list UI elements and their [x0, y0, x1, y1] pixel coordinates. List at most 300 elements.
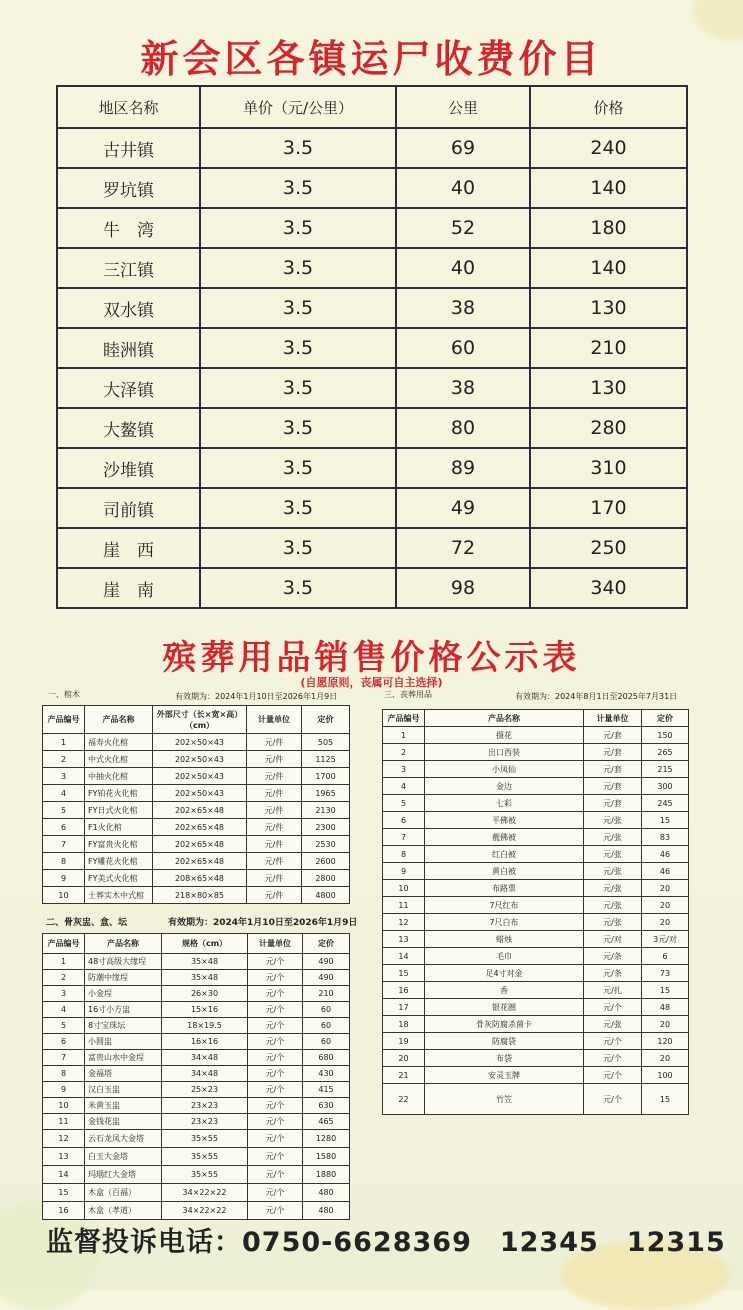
table-row: [383, 727, 689, 744]
table-cell: 1580: [303, 1148, 350, 1166]
table-row: [383, 863, 689, 880]
table-cell: 3.5: [200, 488, 396, 528]
table-cell: 平佛被: [425, 812, 584, 829]
table-cell: 3: [43, 986, 85, 1002]
table-cell: 80: [396, 408, 530, 448]
table-row: [43, 1166, 350, 1184]
table-row: [43, 1130, 350, 1148]
table-cell: 240: [530, 128, 687, 168]
transport-table-header: 单价（元/公里）: [200, 86, 396, 128]
table-cell: 5: [43, 1018, 85, 1034]
table-cell: 出口西装: [425, 744, 584, 761]
table-cell: 60: [396, 328, 530, 368]
table-cell: 元/张: [584, 914, 642, 931]
table-row: [43, 1066, 350, 1082]
table-cell: 元/套: [584, 727, 642, 744]
table-cell: 35×55: [162, 1148, 248, 1166]
table-cell: 202×50×43: [153, 768, 247, 785]
table-cell: 3.5: [200, 528, 396, 568]
table-cell: 202×65×48: [153, 853, 247, 870]
table-cell: 2: [43, 751, 85, 768]
table-cell: 元/个: [248, 1148, 303, 1166]
table-cell: 40: [396, 168, 530, 208]
table-cell: 元/件: [247, 802, 302, 819]
table-cell: 1: [383, 727, 425, 744]
table-cell: 元/张: [584, 1016, 642, 1033]
table-cell: 18: [383, 1016, 425, 1033]
table-cell: 元/个: [248, 1098, 303, 1114]
table-cell: 16×16: [162, 1034, 248, 1050]
table-cell: 8寸宝珠坛: [85, 1018, 162, 1034]
funeral-items-table: [382, 709, 689, 1115]
table-cell: 9: [383, 863, 425, 880]
coffins-label: 一、棺木: [48, 690, 80, 699]
table-cell: 60: [303, 1002, 350, 1018]
table-row: [383, 931, 689, 948]
table-cell: 7尺白布: [425, 914, 584, 931]
table-cell: 元/个: [584, 1050, 642, 1067]
table-cell: 富贵山水中金埕: [85, 1050, 162, 1066]
table-row: [43, 1034, 350, 1050]
table-cell: 202×65×48: [153, 836, 247, 853]
table-cell: 大鳌镇: [57, 408, 200, 448]
table-cell: 3: [43, 768, 85, 785]
table-cell: 15: [383, 965, 425, 982]
hotline-label: 监督投诉电话：: [46, 1227, 242, 1258]
table-cell: 12: [383, 914, 425, 931]
table-cell: 34×22×22: [162, 1202, 248, 1220]
funeral-items-header: 产品名称: [425, 710, 584, 727]
coffins-header: 定价: [302, 706, 350, 734]
table-cell: FY雕花火化棺: [85, 853, 153, 870]
table-cell: 9: [43, 1082, 85, 1098]
table-cell: 元/对: [584, 931, 642, 948]
table-cell: 34×22×22: [162, 1184, 248, 1202]
table-cell: 元/个: [248, 1002, 303, 1018]
table-cell: 蜡烛: [425, 931, 584, 948]
table-cell: 415: [303, 1082, 350, 1098]
table-row: [383, 1016, 689, 1033]
table-row: [57, 328, 687, 368]
table-cell: 34×48: [162, 1066, 248, 1082]
funeral-items-header: 定价: [642, 710, 689, 727]
table-cell: 土葬实木中式棺: [85, 887, 153, 904]
table-cell: 38: [396, 288, 530, 328]
table-cell: 三江镇: [57, 248, 200, 288]
table-cell: 490: [303, 954, 350, 970]
table-cell: 5: [383, 795, 425, 812]
table-cell: 8: [43, 1066, 85, 1082]
table-row: [43, 734, 350, 751]
table-cell: 6: [43, 819, 85, 836]
table-cell: 2600: [302, 853, 350, 870]
table-row: [57, 168, 687, 208]
table-row: [383, 948, 689, 965]
table-cell: 35×55: [162, 1130, 248, 1148]
table-cell: F1火化棺: [85, 819, 153, 836]
table-cell: 3.5: [200, 448, 396, 488]
table-cell: 睦洲镇: [57, 328, 200, 368]
table-cell: 元/条: [584, 948, 642, 965]
table-cell: 白玉大金塔: [85, 1148, 162, 1166]
table-cell: 60: [303, 1018, 350, 1034]
table-row: [57, 288, 687, 328]
table-cell: 安灵玉牌: [425, 1067, 584, 1084]
table-cell: 防腐袋: [425, 1033, 584, 1050]
table-row: [57, 128, 687, 168]
table-row: [43, 1202, 350, 1220]
table-cell: 布路票: [425, 880, 584, 897]
table-cell: 3.5: [200, 168, 396, 208]
table-cell: 210: [530, 328, 687, 368]
table-cell: 202×50×43: [153, 751, 247, 768]
table-cell: 元/张: [584, 846, 642, 863]
table-cell: 15: [642, 812, 689, 829]
table-cell: 5: [43, 802, 85, 819]
table-cell: 毛巾: [425, 948, 584, 965]
table-cell: 2300: [302, 819, 350, 836]
coffins-header: 外部尺寸（长×宽×高）（cm）: [153, 706, 247, 734]
table-row: [383, 982, 689, 999]
table-cell: 黄白被: [425, 863, 584, 880]
table-cell: 小金埕: [85, 986, 162, 1002]
table-cell: 26×30: [162, 986, 248, 1002]
table-row: [43, 853, 350, 870]
table-row: [57, 568, 687, 608]
table-cell: 元/件: [247, 853, 302, 870]
table-cell: 1: [43, 954, 85, 970]
table-row: [383, 761, 689, 778]
table-cell: 18×19.5: [162, 1018, 248, 1034]
table-cell: 3.5: [200, 328, 396, 368]
table-row: [43, 751, 350, 768]
table-cell: 140: [530, 248, 687, 288]
table-cell: 大泽镇: [57, 368, 200, 408]
table-cell: 25×23: [162, 1082, 248, 1098]
funeral-items-validity: 有效期为：2024年8月1日至2025年7月31日: [515, 692, 678, 701]
table-cell: 480: [303, 1184, 350, 1202]
table-cell: 米黄玉盅: [85, 1098, 162, 1114]
table-row: [383, 1067, 689, 1084]
table-row: [383, 880, 689, 897]
table-cell: 元/个: [248, 1166, 303, 1184]
table-cell: 202×50×43: [153, 785, 247, 802]
table-cell: 元/条: [584, 965, 642, 982]
table-row: [43, 768, 350, 785]
urns-header: 产品名称: [85, 934, 162, 954]
table-row: [57, 408, 687, 448]
table-row: [43, 954, 350, 970]
table-cell: 3.5: [200, 208, 396, 248]
table-cell: 22: [383, 1084, 425, 1115]
table-row: [383, 846, 689, 863]
table-cell: 310: [530, 448, 687, 488]
table-cell: 元/件: [247, 836, 302, 853]
table-cell: FY日式火化棺: [85, 802, 153, 819]
coffins-table: [42, 705, 350, 904]
table-cell: 35×55: [162, 1166, 248, 1184]
table-cell: 20: [642, 914, 689, 931]
table-cell: 202×65×48: [153, 819, 247, 836]
table-cell: 150: [642, 727, 689, 744]
table-row: [383, 1050, 689, 1067]
table-cell: 19: [383, 1033, 425, 1050]
table-cell: 元/张: [584, 863, 642, 880]
table-cell: 防潮中缘埕: [85, 970, 162, 986]
table-cell: 木盒（孝道）: [85, 1202, 162, 1220]
table-cell: 元/件: [247, 785, 302, 802]
table-row: [383, 897, 689, 914]
table-cell: 10: [383, 880, 425, 897]
table-cell: 8: [43, 853, 85, 870]
table-row: [43, 1082, 350, 1098]
urns-validity: 有效期为：2024年1月10日至2026年1月9日: [168, 918, 358, 928]
table-cell: 玛瑙红大金塔: [85, 1166, 162, 1184]
table-cell: 布袋: [425, 1050, 584, 1067]
urns-label: 二、骨灰盅、盒、坛: [46, 918, 128, 928]
table-row: [43, 1002, 350, 1018]
table-cell: 牛 湾: [57, 208, 200, 248]
table-cell: 元/个: [248, 1034, 303, 1050]
table-cell: 52: [396, 208, 530, 248]
table-cell: 7: [43, 1050, 85, 1066]
table-cell: 20: [642, 1050, 689, 1067]
urns-header: 规格（cm）: [162, 934, 248, 954]
table-cell: 7: [383, 829, 425, 846]
table-cell: 130: [530, 368, 687, 408]
table-cell: 245: [642, 795, 689, 812]
table-cell: 3.5: [200, 288, 396, 328]
table-cell: 元/套: [584, 761, 642, 778]
table-cell: 元/个: [584, 1033, 642, 1050]
table-row: [383, 744, 689, 761]
table-cell: 680: [303, 1050, 350, 1066]
table-cell: 元/个: [584, 999, 642, 1016]
table-cell: 4: [43, 785, 85, 802]
table-cell: 元/个: [248, 954, 303, 970]
table-row: [383, 829, 689, 846]
table-cell: 15: [642, 982, 689, 999]
hotline-numbers: 0750-6628369 12345 12315: [242, 1227, 726, 1258]
table-cell: 3: [383, 761, 425, 778]
table-cell: 120: [642, 1033, 689, 1050]
table-cell: 元/个: [248, 1050, 303, 1066]
table-row: [383, 778, 689, 795]
table-cell: 元/张: [584, 829, 642, 846]
table-cell: 300: [642, 778, 689, 795]
table-cell: FY铂花火化棺: [85, 785, 153, 802]
table-cell: 2: [43, 970, 85, 986]
table-row: [43, 970, 350, 986]
table-cell: 7尺红布: [425, 897, 584, 914]
table-cell: 红白被: [425, 846, 584, 863]
table-row: [383, 1084, 689, 1115]
table-cell: 摄花: [425, 727, 584, 744]
table-cell: 元/张: [584, 897, 642, 914]
table-cell: 10: [43, 887, 85, 904]
table-cell: 23×23: [162, 1098, 248, 1114]
table-cell: 11: [383, 897, 425, 914]
table-cell: 15: [43, 1184, 85, 1202]
urns-header: 产品编号: [43, 934, 85, 954]
table-cell: 340: [530, 568, 687, 608]
table-cell: 15×16: [162, 1002, 248, 1018]
table-cell: 46: [642, 846, 689, 863]
table-cell: 130: [530, 288, 687, 328]
table-cell: 双水镇: [57, 288, 200, 328]
table-cell: 13: [383, 931, 425, 948]
transport-table-header: 公里: [396, 86, 530, 128]
table-cell: 崖 南: [57, 568, 200, 608]
coffins-header: 产品编号: [43, 706, 85, 734]
table-cell: 金钱花盅: [85, 1114, 162, 1130]
table-cell: 元/个: [248, 970, 303, 986]
table-cell: 6: [43, 1034, 85, 1050]
table-cell: 1965: [302, 785, 350, 802]
table-cell: 60: [303, 1034, 350, 1050]
table-cell: 83: [642, 829, 689, 846]
table-cell: 14: [43, 1166, 85, 1184]
table-cell: 小圆盅: [85, 1034, 162, 1050]
table-cell: 木盒（百福）: [85, 1184, 162, 1202]
table-cell: 1880: [303, 1166, 350, 1184]
page-title: 新会区各镇运尸收费价目: [140, 37, 603, 81]
table-cell: 20: [642, 897, 689, 914]
table-cell: 4: [383, 778, 425, 795]
table-row: [57, 448, 687, 488]
coffins-validity: 有效期为：2024年1月10日至2026年1月9日: [175, 692, 338, 701]
table-row: [43, 1184, 350, 1202]
table-cell: 208×65×48: [153, 870, 247, 887]
urns-table: [42, 933, 350, 1220]
table-cell: 元/套: [584, 795, 642, 812]
table-cell: 140: [530, 168, 687, 208]
table-row: [383, 965, 689, 982]
table-cell: 6: [383, 812, 425, 829]
table-row: [43, 1018, 350, 1034]
table-row: [383, 914, 689, 931]
table-cell: 9: [43, 870, 85, 887]
table-cell: 202×65×48: [153, 802, 247, 819]
table-row: [43, 802, 350, 819]
table-row: [43, 1050, 350, 1066]
table-cell: 23×23: [162, 1114, 248, 1130]
table-cell: 4: [43, 1002, 85, 1018]
table-row: [43, 1148, 350, 1166]
table-cell: 元/个: [248, 1130, 303, 1148]
table-row: [383, 812, 689, 829]
table-cell: 6: [642, 948, 689, 965]
table-cell: 265: [642, 744, 689, 761]
table-cell: 金边: [425, 778, 584, 795]
table-cell: 465: [303, 1114, 350, 1130]
table-cell: 13: [43, 1148, 85, 1166]
table-row: [57, 248, 687, 288]
table-cell: 7: [43, 836, 85, 853]
table-cell: 16寸小方盅: [85, 1002, 162, 1018]
table-cell: 170: [530, 488, 687, 528]
coffins-header: 产品名称: [85, 706, 153, 734]
table-cell: 元/件: [247, 751, 302, 768]
table-cell: 元/套: [584, 778, 642, 795]
section-subtitle: (自愿原则，丧属可自主选择): [300, 676, 443, 689]
table-cell: 17: [383, 999, 425, 1016]
table-cell: 3元/对: [642, 931, 689, 948]
table-cell: 35×48: [162, 954, 248, 970]
table-cell: 元/件: [247, 870, 302, 887]
table-cell: 4800: [302, 887, 350, 904]
table-cell: 元/张: [584, 880, 642, 897]
table-cell: 足4寸对金: [425, 965, 584, 982]
table-cell: 21: [383, 1067, 425, 1084]
table-cell: 司前镇: [57, 488, 200, 528]
table-row: [43, 785, 350, 802]
table-cell: 元/个: [584, 1084, 642, 1115]
section-title: 殡葬用品销售价格公示表: [162, 638, 581, 678]
table-row: [43, 819, 350, 836]
table-cell: 490: [303, 970, 350, 986]
table-cell: 40: [396, 248, 530, 288]
table-cell: 202×50×43: [153, 734, 247, 751]
table-cell: 3.5: [200, 248, 396, 288]
table-cell: 14: [383, 948, 425, 965]
table-cell: 16: [383, 982, 425, 999]
table-cell: 竹笠: [425, 1084, 584, 1115]
table-cell: 沙堆镇: [57, 448, 200, 488]
table-cell: 20: [642, 1016, 689, 1033]
table-cell: 3.5: [200, 568, 396, 608]
table-cell: 34×48: [162, 1050, 248, 1066]
table-cell: 218×80×85: [153, 887, 247, 904]
table-cell: 46: [642, 863, 689, 880]
table-cell: 11: [43, 1114, 85, 1130]
table-cell: 2: [383, 744, 425, 761]
table-cell: 骨灰防腐杀菌卡: [425, 1016, 584, 1033]
table-cell: 靓佛被: [425, 829, 584, 846]
table-cell: 小凤仙: [425, 761, 584, 778]
funeral-items-header: 计量单位: [584, 710, 642, 727]
table-cell: 72: [396, 528, 530, 568]
table-cell: 中式火化棺: [85, 751, 153, 768]
table-cell: 48: [642, 999, 689, 1016]
table-row: [43, 1098, 350, 1114]
funeral-items-label: 三、丧葬用品: [384, 690, 432, 699]
table-cell: 1700: [302, 768, 350, 785]
table-cell: 630: [303, 1098, 350, 1114]
table-cell: 元/个: [248, 1114, 303, 1130]
table-cell: 2800: [302, 870, 350, 887]
table-cell: 480: [303, 1202, 350, 1220]
table-cell: 元/个: [248, 986, 303, 1002]
table-cell: 215: [642, 761, 689, 778]
table-cell: 1: [43, 734, 85, 751]
table-cell: 元/个: [248, 1184, 303, 1202]
table-cell: 210: [303, 986, 350, 1002]
table-cell: 69: [396, 128, 530, 168]
table-row: [383, 795, 689, 812]
transport-table-header: 地区名称: [57, 86, 200, 128]
transport-table-header: 价格: [530, 86, 687, 128]
table-row: [57, 488, 687, 528]
table-cell: 元/件: [247, 819, 302, 836]
table-row: [43, 1114, 350, 1130]
funeral-items-header: 产品编号: [383, 710, 425, 727]
complaint-hotline: [46, 1220, 726, 1259]
table-cell: 20: [642, 880, 689, 897]
table-cell: 1125: [302, 751, 350, 768]
table-cell: 汉白玉盅: [85, 1082, 162, 1098]
table-cell: 48寸高级大缘埕: [85, 954, 162, 970]
